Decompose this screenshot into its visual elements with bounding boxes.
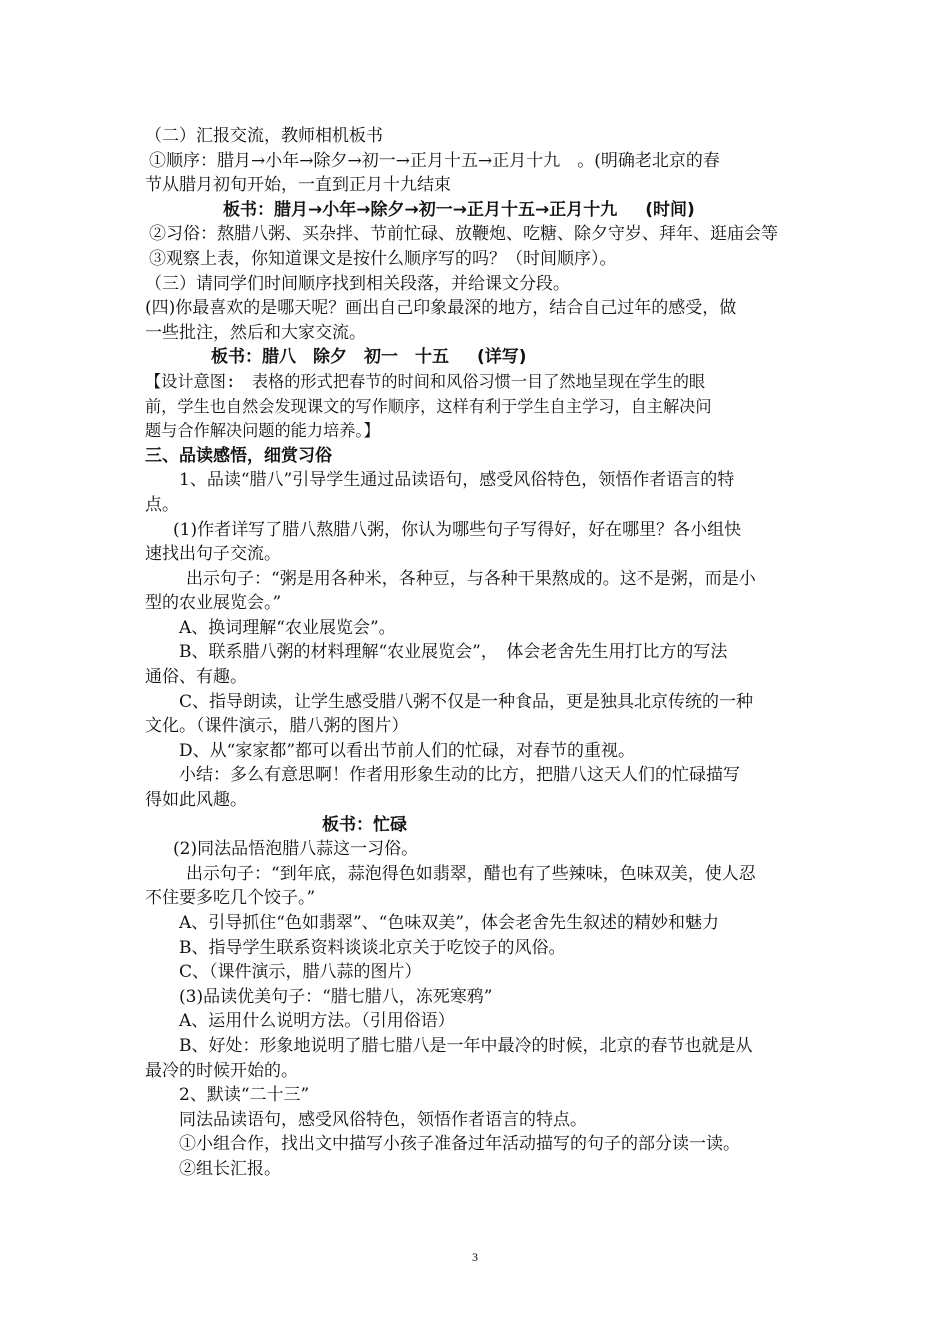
paragraph: 速找出句子交流。 bbox=[145, 544, 281, 565]
design-intent: 前，学生也自然会发现课文的写作顺序，这样有利于学生自主学习，自主解决问 bbox=[145, 396, 712, 416]
paragraph: 同法品读语句，感受风俗特色，领悟作者语言的特点。 bbox=[179, 1109, 587, 1130]
design-intent: 题与合作解决问题的能力培养。】 bbox=[145, 421, 380, 441]
list-item: C、（课件演示，腊八蒜的图片） bbox=[179, 962, 422, 983]
paragraph: 点。 bbox=[145, 494, 179, 515]
board-note-busy: 板书：忙碌 bbox=[322, 814, 407, 835]
list-item: B、好处：形象地说明了腊七腊八是一年中最冷的时候，北京的春节也就是从 bbox=[179, 1035, 753, 1056]
list-item: A、运用什么说明方法。（引用俗语） bbox=[179, 1011, 455, 1032]
list-item: B、指导学生联系资料谈谈北京关于吃饺子的风俗。 bbox=[179, 937, 566, 958]
list-item: 文化。（课件演示，腊八粥的图片） bbox=[145, 716, 409, 737]
paragraph: (2)同法品悟泡腊八蒜这一习俗。 bbox=[173, 839, 419, 860]
quote-sentence: 不住要多吃几个饺子。” bbox=[145, 888, 316, 909]
design-intent: 【设计意图: 表格的形式把春节的时间和风俗习惯一目了然地呈现在学生的眼 bbox=[145, 371, 706, 391]
paragraph: (3)品读优美句子：“腊七腊八，冻死寒鸦” bbox=[179, 986, 493, 1007]
list-item: D、从“家家都”都可以看出节前人们的忙碌，对春节的重视。 bbox=[179, 740, 636, 761]
paragraph: 2、默读“二十三” bbox=[179, 1085, 310, 1106]
quote-sentence: 出示句子：“粥是用各种米，各种豆，与各种干果熬成的。这不是粥，而是小 bbox=[186, 568, 756, 589]
paragraph: 1、品读“腊八”引导学生通过品读语句，感受风俗特色，领悟作者语言的特 bbox=[179, 470, 735, 491]
quote-sentence: 出示句子：“到年底，蒜泡得色如翡翠，醋也有了些辣味，色味双美，使人忍 bbox=[186, 863, 756, 884]
paragraph: (1)作者详写了腊八熬腊八粥，你认为哪些句子写得好，好在哪里？各小组快 bbox=[173, 519, 742, 540]
list-item: B、联系腊八粥的材料理解“农业展览会”， 体会老舍先生用打比方的写法 bbox=[179, 642, 728, 663]
section-heading-3: （三）请同学们时间顺序找到相关段落，并给课文分段。 bbox=[145, 273, 570, 294]
list-item: ①小组合作，找出文中描写小孩子准备过年活动描写的句子的部分读一读。 bbox=[179, 1134, 740, 1155]
board-note-detail bbox=[145, 345, 810, 370]
list-item: 最冷的时候开始的。 bbox=[145, 1060, 298, 1081]
summary: 小结：多么有意思啊！作者用形象生动的比方，把腊八这天人们的忙碌描写 bbox=[179, 765, 740, 786]
board-note-text: 板书：腊八 除夕 初一 十五 bbox=[211, 347, 449, 368]
paragraph: ③观察上表，你知道课文是按什么顺序写的吗？（时间顺序）。 bbox=[149, 248, 617, 269]
section-heading-4: (四)你最喜欢的是哪天呢？画出自己印象最深的地方，结合自己过年的感受，做 bbox=[145, 298, 737, 319]
paragraph: ②习俗：熬腊八粥、买杂拌、节前忙碌、放鞭炮、吃糖、除夕守岁、拜年、逛庙会等 bbox=[149, 224, 778, 245]
paragraph: 一些批注，然后和大家交流。 bbox=[145, 322, 366, 343]
page-number: 3 bbox=[472, 1250, 478, 1264]
board-note-time bbox=[145, 198, 810, 223]
summary: 得如此风趣。 bbox=[145, 790, 247, 811]
list-item: 通俗、有趣。 bbox=[145, 667, 247, 688]
section-heading-2: （二）汇报交流，教师相机板书 bbox=[145, 126, 383, 146]
board-note-tag: (时间) bbox=[645, 199, 695, 220]
list-item: ②组长汇报。 bbox=[179, 1158, 281, 1179]
quote-sentence: 型的农业展览会。” bbox=[145, 593, 282, 614]
list-item: A、换词理解“农业展览会”。 bbox=[179, 617, 396, 638]
board-note-tag: (详写) bbox=[477, 347, 527, 368]
board-note-text: 板书：腊月→小年→除夕→初一→正月十五→正月十九 bbox=[223, 199, 618, 220]
part-heading: 三、品读感悟，细赏习俗 bbox=[145, 445, 332, 466]
document-body bbox=[145, 124, 810, 1182]
list-item: A、引导抓住“色如翡翠”、“色味双美”，体会老舍先生叙述的精妙和魅力 bbox=[179, 913, 720, 933]
paragraph: 节从腊月初旬开始，一直到正月十九结束 bbox=[145, 175, 451, 196]
paragraph: ①顺序：腊月→小年→除夕→初一→正月十五→正月十九 。(明确老北京的春 bbox=[149, 150, 720, 171]
list-item: C、指导朗读，让学生感受腊八粥不仅是一种食品，更是独具北京传统的一种 bbox=[179, 691, 754, 712]
